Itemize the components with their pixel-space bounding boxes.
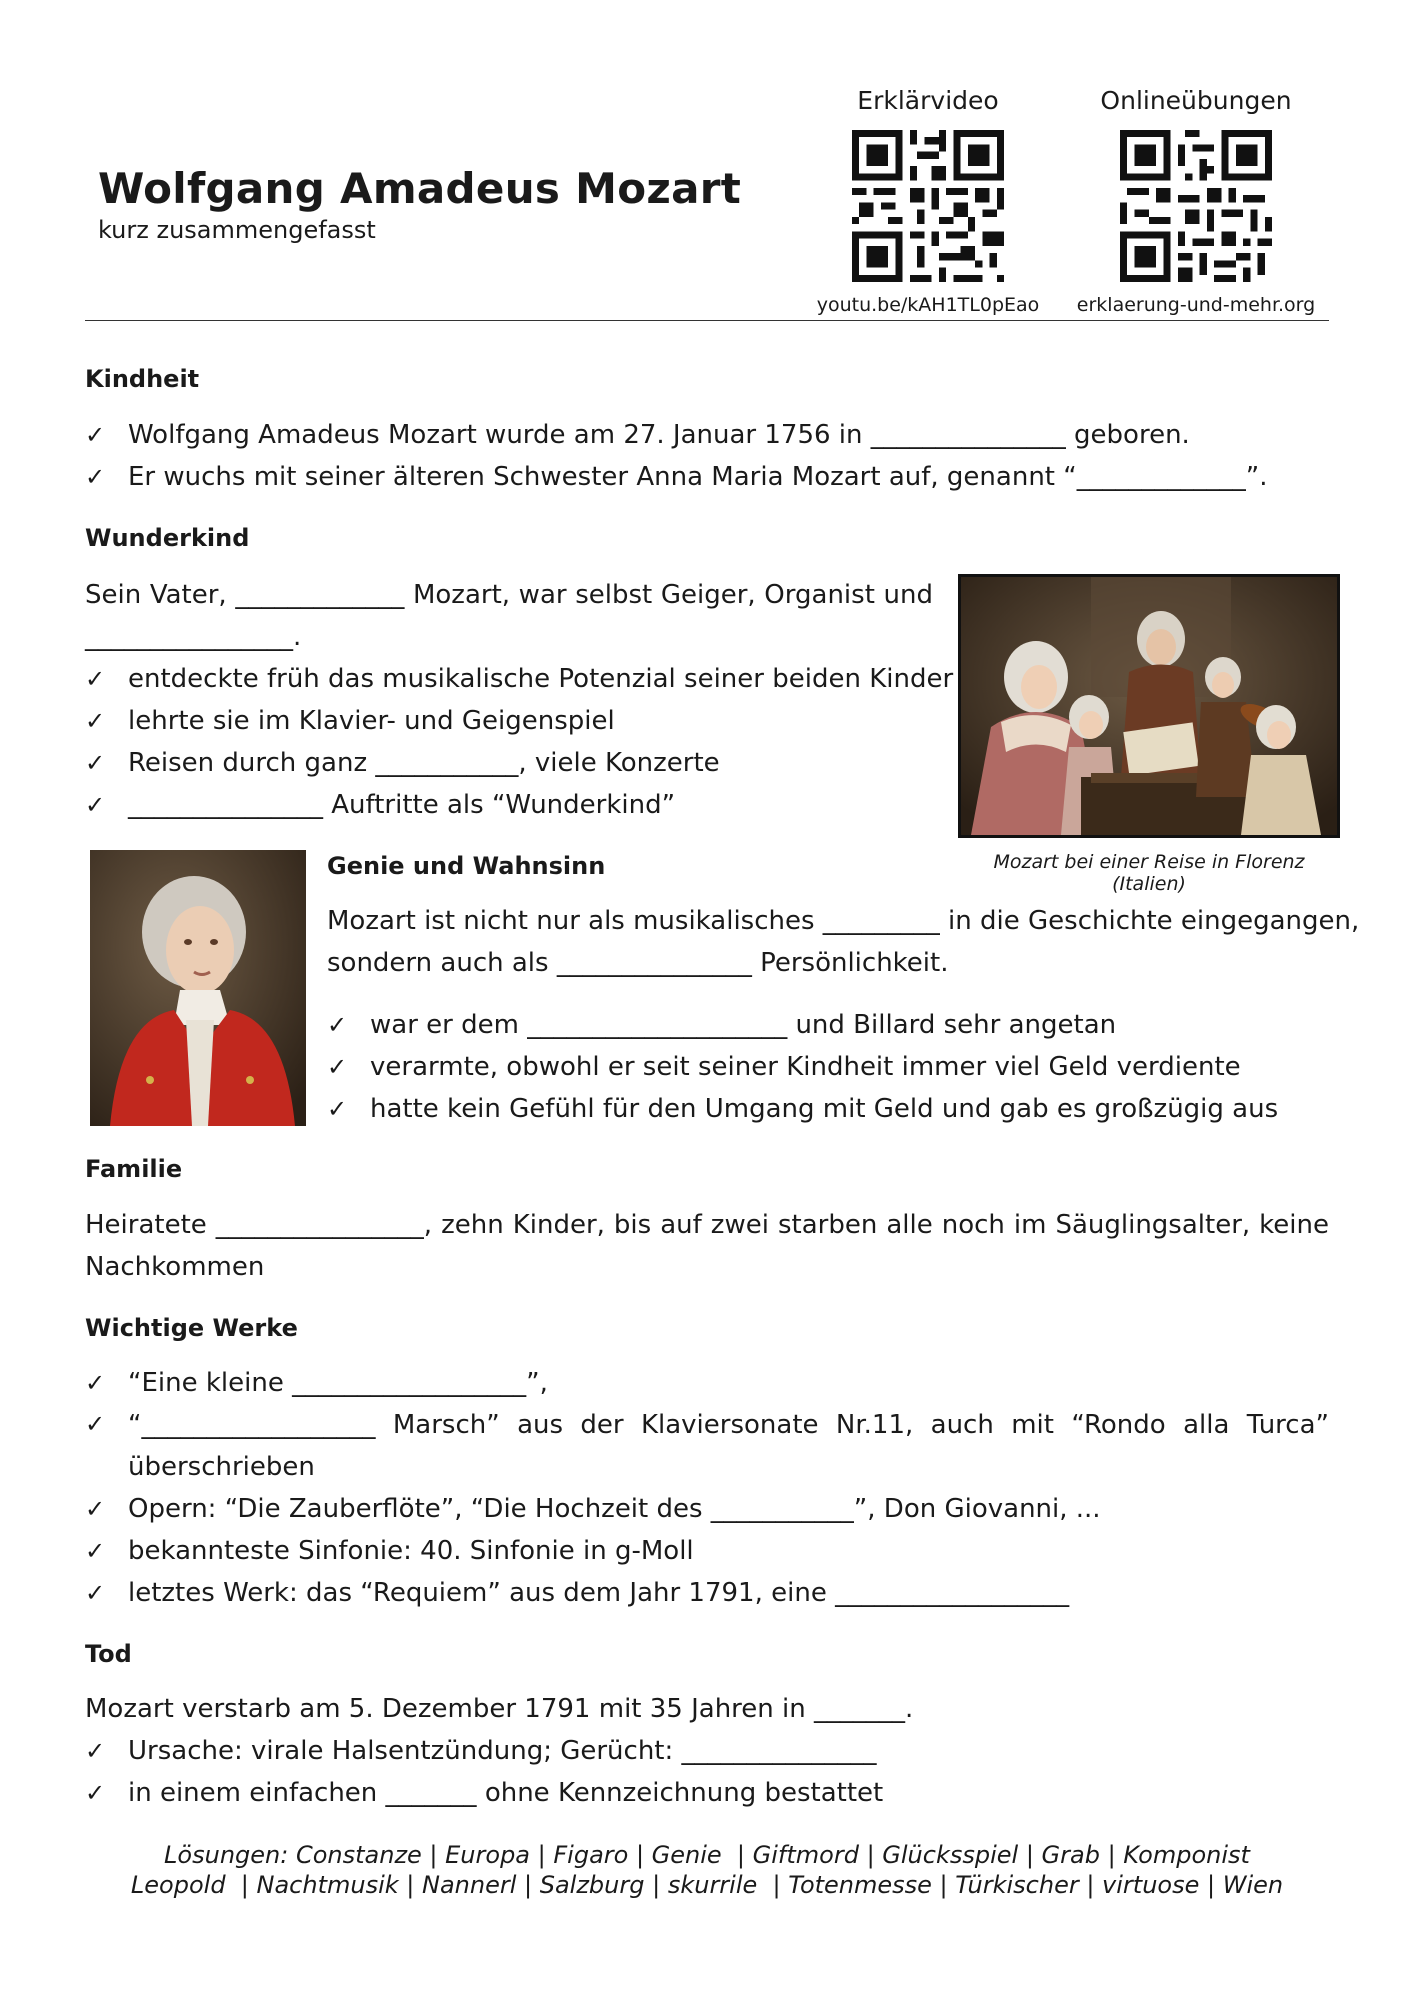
check-icon: ✓ [85, 1369, 106, 1397]
solutions-line2: Leopold | Nachtmusik | Nannerl | Salzburg | skurrile | Totenmesse | Türkischer | virtuose | Wien [130, 1871, 1284, 1899]
check-icon: ✓ [85, 1537, 106, 1565]
list-item: ✓ Er wuchs mit seiner älteren Schwester Anna Maria Mozart auf, genannt “_____________”. [85, 462, 1268, 492]
check-icon: ✓ [327, 1053, 348, 1081]
check-icon: ✓ [85, 749, 106, 777]
section-heading-werke: Wichtige Werke [85, 1314, 298, 1342]
section-heading-familie: Familie [85, 1155, 183, 1183]
mozart-portrait-image [90, 850, 306, 1126]
section-heading-tod: Tod [85, 1640, 132, 1668]
list-item: ✓ entdeckte früh das musikalische Potenzial seiner beiden Kinder [85, 664, 954, 694]
check-icon: ✓ [85, 1410, 106, 1438]
section-heading-kindheit: Kindheit [85, 365, 200, 393]
list-item: ✓ Ursache: virale Halsentzündung; Gerücht: _______________ [85, 1736, 877, 1766]
familie-line1: Heiratete ________________, zehn Kinder, bis auf zwei starben alle noch im Säuglingsalter, keine [85, 1210, 1329, 1240]
list-item: ✓ in einem einfachen _______ ohne Kennzeichnung bestattet [85, 1778, 884, 1808]
check-icon: ✓ [85, 707, 106, 735]
mozart-family-painting [958, 574, 1340, 838]
section-heading-wunderkind: Wunderkind [85, 524, 250, 552]
list-item: ✓ war er dem ____________________ und Billard sehr angetan [327, 1010, 1117, 1040]
check-icon: ✓ [85, 791, 106, 819]
wunderkind-intro-line1: Sein Vater, _____________ Mozart, war selbst Geiger, Organist und [85, 580, 933, 610]
wunderkind-intro-line2: ________________. [85, 622, 302, 652]
list-item: ✓ Wolfgang Amadeus Mozart wurde am 27. Januar 1756 in _______________ geboren. [85, 420, 1190, 450]
section-heading-genie: Genie und Wahnsinn [327, 852, 606, 880]
werke-item2-line2: überschrieben [128, 1452, 315, 1482]
list-item: ✓ Opern: “Die Zauberflöte”, “Die Hochzeit des ___________”, Don Giovanni, ... [85, 1494, 1101, 1524]
solutions-box [85, 1840, 1329, 1900]
list-item: ✓ _______________ Auftritte als “Wunderkind” [85, 790, 676, 820]
tod-intro: Mozart verstarb am 5. Dezember 1791 mit 35 Jahren in _______. [85, 1694, 914, 1724]
qr-video-label: Erklärvideo [857, 86, 999, 115]
list-item: ✓ “__________________ Marsch” aus der Klaviersonate Nr.11, auch mit “Rondo alla Turca” [85, 1410, 1329, 1440]
check-icon: ✓ [327, 1011, 348, 1039]
check-icon: ✓ [85, 1495, 106, 1523]
header-divider [85, 320, 1329, 321]
painting-caption: Mozart bei einer Reise in Florenz (Italien) [993, 851, 1305, 895]
check-icon: ✓ [85, 665, 106, 693]
page-subtitle: kurz zusammengefasst [98, 216, 376, 244]
list-item: ✓ letztes Werk: das “Requiem” aus dem Jahr 1791, eine __________________ [85, 1578, 1070, 1608]
list-item: ✓ lehrte sie im Klavier- und Geigenspiel [85, 706, 615, 736]
check-icon: ✓ [85, 1737, 106, 1765]
check-icon: ✓ [85, 421, 106, 449]
check-icon: ✓ [85, 1779, 106, 1807]
qr-exercises-label: Onlineübungen [1100, 86, 1292, 115]
list-item: ✓ Reisen durch ganz ___________, viele Konzerte [85, 748, 720, 778]
list-item: ✓ hatte kein Gefühl für den Umgang mit Geld und gab es großzügig aus [327, 1094, 1279, 1124]
mozart-portrait [90, 850, 306, 1126]
check-icon: ✓ [85, 1579, 106, 1607]
familie-line2: Nachkommen [85, 1252, 265, 1282]
family-painting-image [961, 577, 1337, 835]
solutions-line1: Lösungen: Constanze | Europa | Figaro | Genie | Giftmord | Glücksspiel | Grab | Komponist [164, 1841, 1250, 1869]
genie-intro-line1: Mozart ist nicht nur als musikalisches _________ in die Geschichte eingegangen, [327, 906, 1360, 936]
qr-code-video-icon[interactable] [852, 130, 1004, 282]
list-item: ✓ “Eine kleine __________________”, [85, 1368, 548, 1398]
page-title: Wolfgang Amadeus Mozart [98, 164, 742, 213]
check-icon: ✓ [85, 463, 106, 491]
qr-video-url[interactable]: youtu.be/kAH1TL0pEao [816, 294, 1040, 316]
list-item: ✓ bekannteste Sinfonie: 40. Sinfonie in g-Moll [85, 1536, 694, 1566]
qr-code-exercises-icon[interactable] [1120, 130, 1272, 282]
qr-exercises-url[interactable]: erklaerung-und-mehr.org [1076, 294, 1316, 316]
check-icon: ✓ [327, 1095, 348, 1123]
genie-intro-line2: sondern auch als _______________ Persönlichkeit. [327, 948, 949, 978]
list-item: ✓ verarmte, obwohl er seit seiner Kindheit immer viel Geld verdiente [327, 1052, 1241, 1082]
